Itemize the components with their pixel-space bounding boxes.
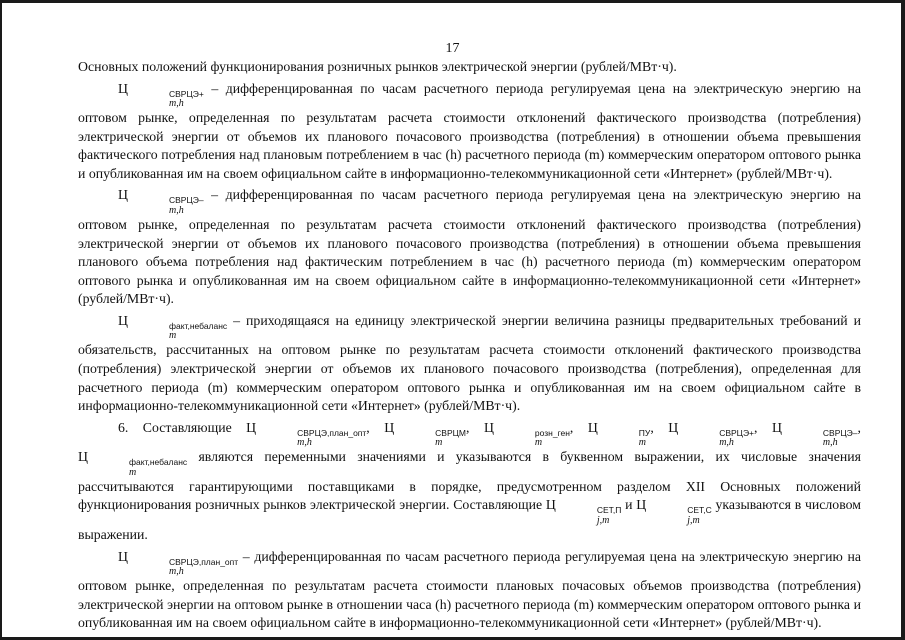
component-symbol: Ц СВРЦЭ– m,h <box>771 419 858 449</box>
component-symbol: Ц СВРЦМ m <box>384 419 467 449</box>
price-symbol: Ц СВРЦЭ+ m,h <box>118 80 204 110</box>
paragraph-svrce-plan-opt: Ц СВРЦЭ,план_опт m,h – дифференцированная по часам расчетного периода регулируемая цена на электрическую энергию на оптовом рынке, определенная по результатам расчета стоимости плановых почасовых объемов производства (потребления) электрической энергии на оптовом рынке в отношении часа (h) расчетного периода (m) коммерческим оператором оптового рынка и опубликованная им на своем официальном сайте в информационно-телекоммуникационной сети «Интернет» (рублей/МВт·ч). <box>78 548 861 631</box>
component-symbol: Ц СВРЦЭ,план_опт m,h <box>246 419 367 449</box>
price-symbol: Ц СЕТ,П j,m <box>545 497 622 526</box>
page-number: 17 <box>445 41 460 56</box>
price-symbol: Ц СВРЦЭ,план_опт m,h <box>118 548 239 577</box>
document-body <box>78 58 861 633</box>
paragraph-item-6: 6. Составляющие Ц СВРЦЭ,план_опт m,h , Ц СВРЦМ m , Ц розн_ген m , Ц ПУ m , Ц СВРЦЭ+ m,h , Ц СВРЦЭ– m,h , Ц факт,небаланс m являются переменными значениями и указываются в буквенном выражении, их числовые значения рассчитываются гарантирующими поставщиками в порядке, предусмотренном разделом XII Основных положений функционирования розничных рынков электрической энергии. Составляющие Ц СЕТ,П j,m и Ц СЕТ,С j,m указываются в числовом выражении. <box>78 419 861 542</box>
scan-border-top <box>0 0 905 3</box>
component-symbol: Ц факт,небаланс m <box>78 449 188 478</box>
paragraph-svrce-minus: Ц СВРЦЭ– m,h – дифференцированная по часам расчетного периода регулируемая цена на электрическую энергию на оптовом рынке, определенная по результатам расчета стоимости отклонений фактического производства (потребления) электрической энергии от объемов их планового почасового производства (потребления) в отношении объема превышения планового объема потребления над фактическим потреблением в час (h) расчетного периода (m) коммерческим оператором оптового рынка и опубликованная им на своем официальном сайте в информационно-телекоммуникационной сети «Интернет» (рублей/МВт·ч). <box>78 187 861 307</box>
price-symbol: Ц СВРЦЭ– m,h <box>118 187 204 216</box>
component-symbol: Ц СВРЦЭ+ m,h <box>668 419 755 449</box>
scan-border-right <box>901 0 905 640</box>
paragraph-fakt-nebalans: Ц факт,небаланс m – приходящаяся на единицу электрической энергии величина разницы предварительных требований и обязательств, рассчитанных на оптовом рынке по результатам расчета стоимости отклонений фактического производства (потребления) электрической энергии от объемов их планового почасового производства (потребления), определенная для расчетного периода (m) коммерческим оператором оптового рынка и опубликованная им на своем официальном сайте в информационно-телекоммуникационной сети «Интернет» (рублей/МВт·ч). <box>78 312 861 414</box>
price-symbol: Ц факт,небаланс m <box>118 312 228 342</box>
scan-border-left <box>0 0 2 640</box>
component-symbol: Ц розн_ген m <box>483 419 570 449</box>
paragraph-svrce-plus: Ц СВРЦЭ+ m,h – дифференцированная по часам расчетного периода регулируемая цена на электрическую энергию на оптовом рынке, определенная по результатам расчета стоимости отклонений фактического производства (потребления) электрической энергии от объемов их планового почасового производства (потребления) в отношении объема превышения фактического потребления над плановым потреблением в час (h) расчетного периода (m) коммерческим оператором оптового рынка и опубликованная им на своем официальном сайте в информационно-телекоммуникационной сети «Интернет» (рублей/МВт·ч). <box>78 80 861 181</box>
components-list: Ц СВРЦЭ,план_опт m,h , Ц СВРЦМ m , Ц розн_ген m , Ц ПУ m , Ц СВРЦЭ+ m,h , Ц СВРЦЭ– m,h , Ц факт,небаланс m <box>78 419 861 478</box>
paragraph-continuation: Основных положений функционирования розничных рынков электрической энергии (рублей/МВт·ч). <box>78 59 677 74</box>
price-symbol: Ц СЕТ,С j,m <box>636 497 712 526</box>
component-symbol: Ц ПУ m <box>587 419 651 449</box>
